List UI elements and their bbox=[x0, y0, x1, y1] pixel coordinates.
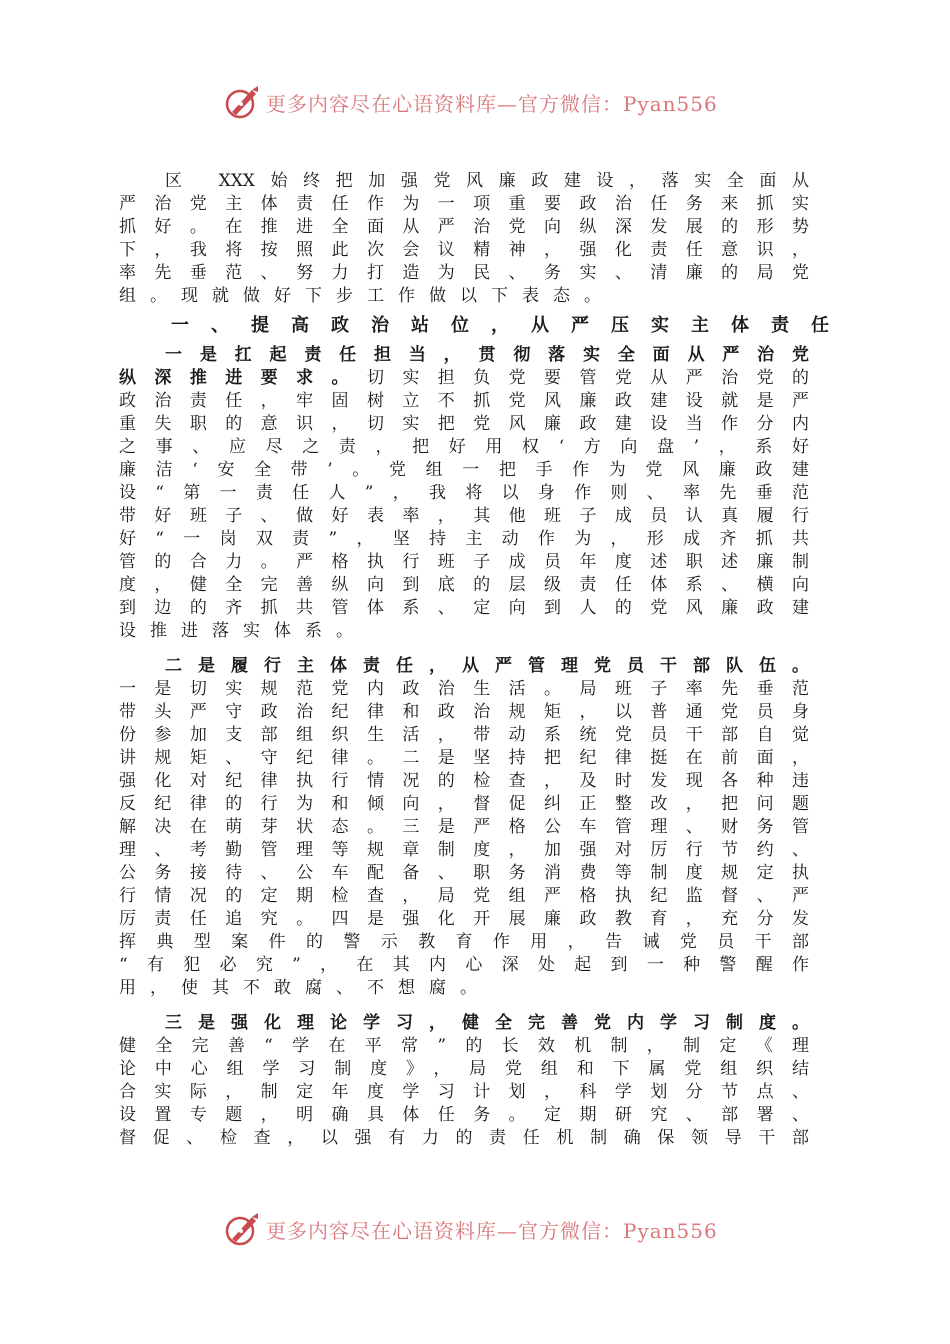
text-line: 组。现就做好下步工作做以下表态。 bbox=[119, 286, 615, 306]
text-line: 厉责任追究。四是强化开展廉政教育，充分发 bbox=[119, 909, 809, 929]
pen-nib-logo-icon bbox=[222, 1209, 262, 1249]
pen-nib-logo-icon bbox=[222, 82, 262, 122]
text-line: 管的合力。严格执行班子成员年度述职述廉制 bbox=[119, 552, 809, 572]
paragraph-1 bbox=[119, 344, 809, 643]
text-line: 用，使其不敢腐、不想腐。 bbox=[119, 978, 491, 998]
bold-line: 一是扛起责任担当，贯彻落实全面从严治党 bbox=[165, 345, 809, 365]
text-line: 设推进落实体系。 bbox=[119, 621, 367, 641]
bold-fragment: 纵深推进要求。 bbox=[119, 368, 367, 388]
watermark-text: 更多内容尽在心语资料库—官方微信：Pyan556 bbox=[266, 91, 718, 116]
text-line: 带好班子、做好表率，其他班子成员认真履行 bbox=[119, 506, 809, 526]
text-line: 一是切实规范党内政治生活。局班子率先垂范 bbox=[119, 679, 809, 699]
bold-line: 三是强化理论学习，健全完善党内学习制度。 bbox=[165, 1013, 809, 1033]
text-line: 严治党主体责任作为一项重要政治任务来抓实 bbox=[119, 194, 809, 214]
text-line: 强化对纪律执行情况的检查，及时发现各种违 bbox=[119, 771, 809, 791]
text-line: 份参加支部组织生活，带动系统党员干部自觉 bbox=[119, 725, 809, 745]
document-body bbox=[119, 170, 851, 1150]
text-line: 健全完善“学在平常”的长效机制，制定《理 bbox=[119, 1036, 809, 1056]
text-line: 理、考勤管理等规章制度，加强对厉行节约、 bbox=[119, 840, 809, 860]
text-line: 政治责任，牢固树立不抓党风廉政建设就是严 bbox=[119, 391, 809, 411]
mixed-line bbox=[119, 367, 809, 390]
text-line: 好“一岗双责”，坚持主动作为，形成齐抓共 bbox=[119, 529, 809, 549]
footer-watermark-banner bbox=[222, 1207, 742, 1251]
text-fragment: 切实担负党要管党从严治党的 bbox=[366, 368, 810, 388]
text-line: 下，我将按照此次会议精神，强化责任意识， bbox=[119, 240, 809, 260]
text-line: 率先垂范、努力打造为民、务实、清廉的局党 bbox=[119, 263, 809, 283]
section-heading-1: 一、提高政治站位，从严压实主体责任 bbox=[171, 315, 851, 336]
text-line: 廉洁‘安全带’。党组一把手作为党风廉政建 bbox=[119, 460, 809, 480]
text-line: 行情况的定期检查，局党组严格执纪监督、严 bbox=[119, 886, 809, 906]
intro-paragraph bbox=[119, 170, 809, 308]
paragraph-2 bbox=[119, 655, 809, 1000]
text-line: 带头严守政治纪律和政治规矩，以普通党员身 bbox=[119, 702, 809, 722]
paragraph-3 bbox=[119, 1012, 809, 1150]
text-line: 区 XXX始终把加强党风廉政建设，落实全面从 bbox=[165, 171, 809, 191]
text-line: 度，健全完善纵向到底的层级责任体系、横向 bbox=[119, 575, 809, 595]
header-watermark-banner bbox=[222, 80, 742, 124]
text-line: 反纪律的行为和倾向，督促纠正整改，把问题 bbox=[119, 794, 809, 814]
text-line: 解决在萌芽状态。三是严格公车管理、财务管 bbox=[119, 817, 809, 837]
text-line: 抓好。在推进全面从严治党向纵深发展的形势 bbox=[119, 217, 809, 237]
text-line: 合实际，制定年度学习计划，科学划分节点、 bbox=[119, 1082, 809, 1102]
text-line: 挥典型案件的警示教育作用，告诫党员干部 bbox=[119, 932, 809, 952]
text-line: 重失职的意识，切实把党风廉政建设当作分内 bbox=[119, 414, 809, 434]
text-line: 设“第一责任人”，我将以身作则、率先垂范 bbox=[119, 483, 809, 503]
text-line: 讲规矩、守纪律。二是坚持把纪律挺在前面， bbox=[119, 748, 809, 768]
watermark-text: 更多内容尽在心语资料库—官方微信：Pyan556 bbox=[266, 1218, 718, 1243]
text-line: “有犯必究”，在其内心深处起到一种警醒作 bbox=[119, 955, 809, 975]
text-line: 公务接待、公车配备、职务消费等制度规定执 bbox=[119, 863, 809, 883]
bold-line: 二是履行主体责任，从严管理党员干部队伍。 bbox=[165, 656, 809, 676]
text-line: 设置专题，明确具体任务。定期研究、部署、 bbox=[119, 1105, 809, 1125]
text-line: 督促、检查，以强有力的责任机制确保领导干部 bbox=[119, 1128, 809, 1148]
text-line: 论中心组学习制度》，局党组和下属党组织结 bbox=[119, 1059, 809, 1079]
text-line: 之事、应尽之责，把好用权‘方向盘’，系好 bbox=[119, 437, 809, 457]
text-line: 到边的齐抓共管体系、定向到人的党风廉政建 bbox=[119, 598, 809, 618]
